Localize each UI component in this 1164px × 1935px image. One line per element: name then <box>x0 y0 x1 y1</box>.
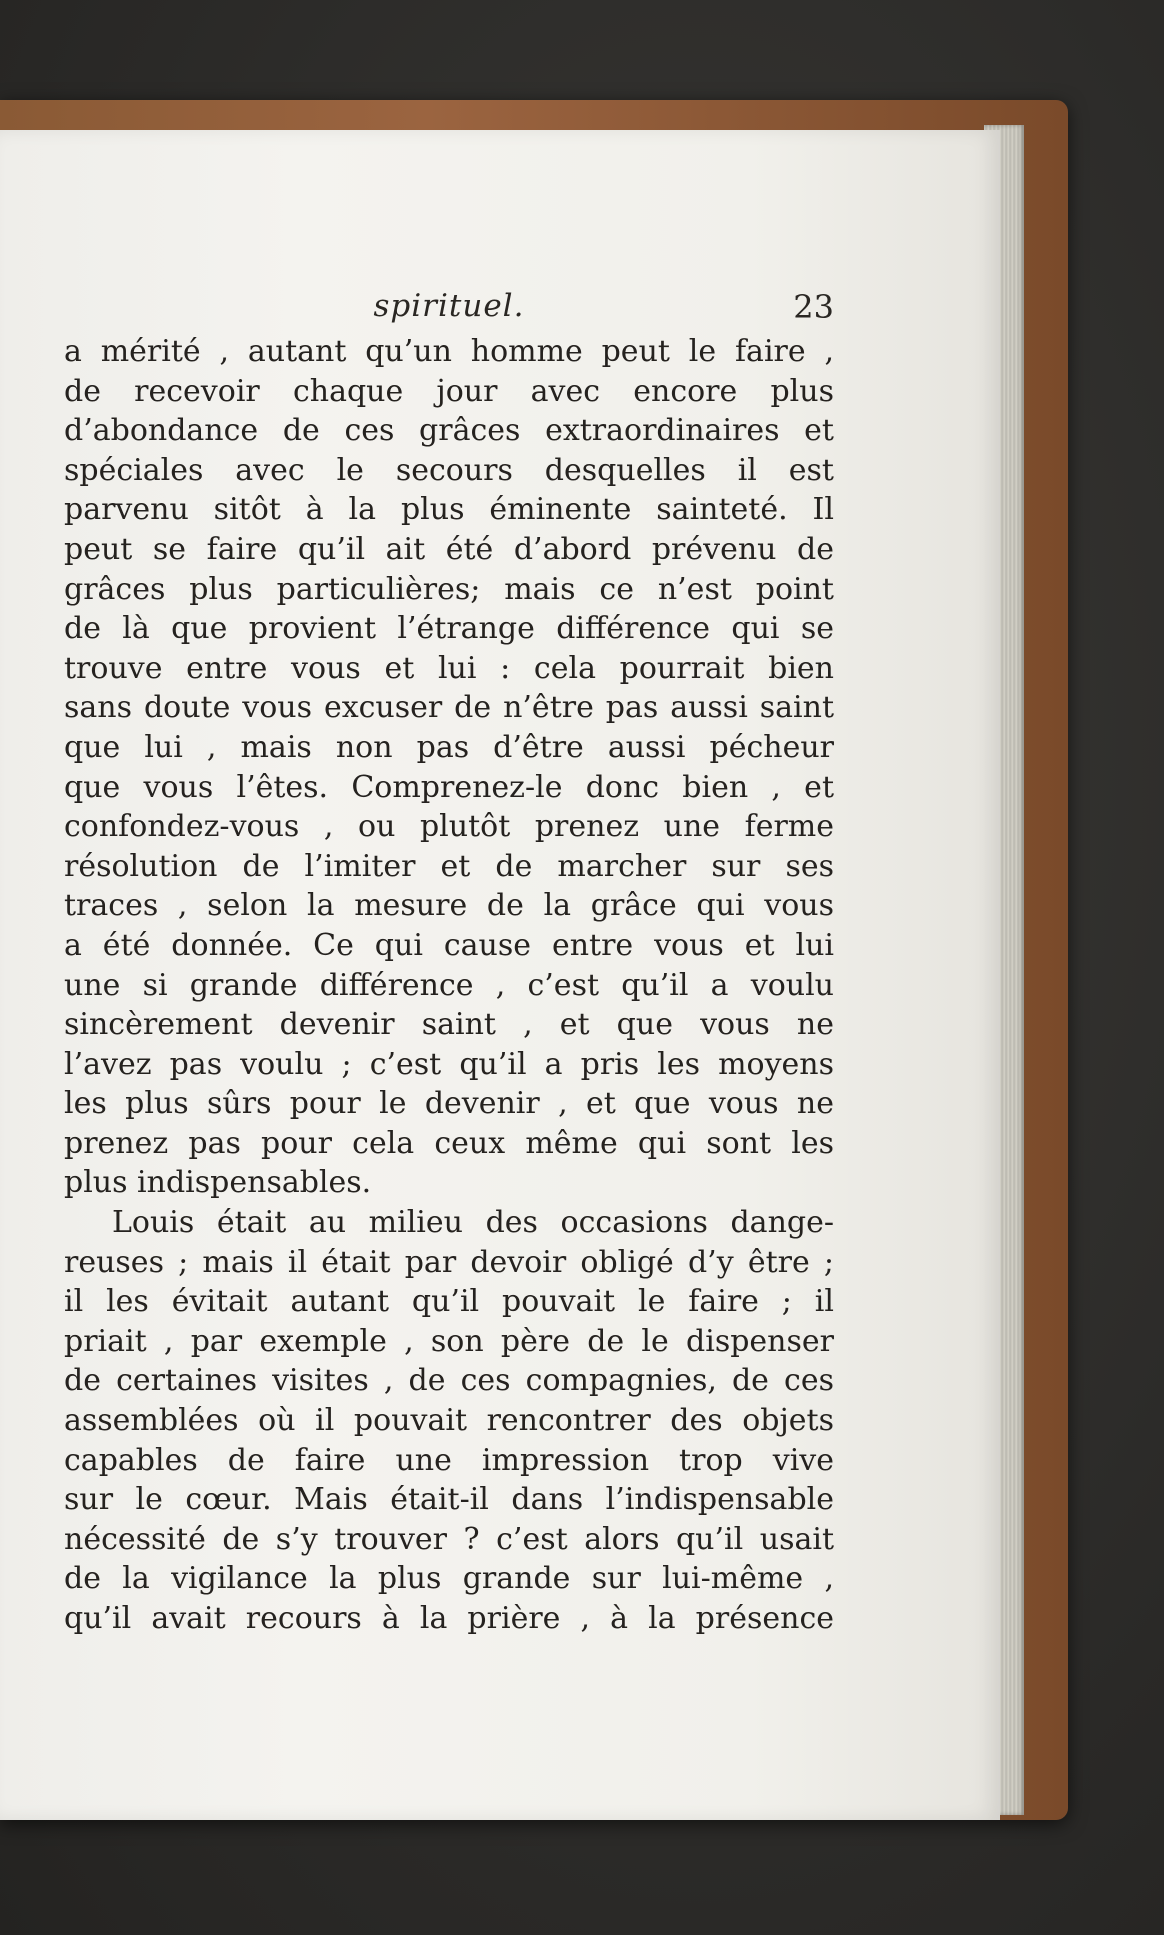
text-line: il les évitait autant qu’il pouvait le faire ; il <box>64 1284 834 1320</box>
text-line: prenez pas pour cela ceux même qui sont les <box>64 1125 834 1161</box>
text-line: spéciales avec le secours desquelles il est <box>64 452 834 488</box>
text-line: qu’il avait recours à la prière , à la présence <box>64 1601 834 1636</box>
text-line: confondez-vous , ou plutôt prenez une ferme <box>64 809 834 845</box>
text-line: capables de faire une impression trop vive <box>64 1442 834 1478</box>
text-line: nécessité de s’y trouver ? c’est alors qu’il usait <box>64 1521 834 1557</box>
text-line: priait , par exemple , son père de le dispenser <box>64 1323 834 1359</box>
text-line: assemblées où il pouvait rencontrer des objets <box>64 1403 834 1439</box>
text-line: l’avez pas voulu ; c’est qu’il a pris les moyens <box>64 1046 834 1082</box>
text-line: traces , selon la mesure de la grâce qui vous <box>64 888 834 924</box>
text-line: plus indispensables. <box>64 1165 372 1201</box>
text-line: d’abondance de ces grâces extraordinaires et <box>64 413 834 449</box>
body-text <box>64 332 834 1639</box>
text-line: que lui , mais non pas d’être aussi pécheur <box>64 729 834 765</box>
running-head <box>64 288 834 336</box>
text-line: sans doute vous excuser de n’être pas aussi saint <box>64 690 834 726</box>
text-line: de certaines visites , de ces compagnies, de ces <box>64 1363 834 1399</box>
text-line: grâces plus particulières; mais ce n’est point <box>64 571 834 607</box>
paragraph-2 <box>64 1203 834 1639</box>
text-line: que vous l’êtes. Comprenez-le donc bien , et <box>64 769 834 805</box>
text-line: une si grande différence , c’est qu’il a voulu <box>64 967 834 1003</box>
text-line: trouve entre vous et lui : cela pourrait bien <box>64 650 834 686</box>
text-line: les plus sûrs pour le devenir , et que vous ne <box>64 1086 834 1122</box>
page-number: 23 <box>793 288 834 326</box>
text-line: sur le cœur. Mais était-il dans l’indispensable <box>64 1482 834 1518</box>
text-line: sincèrement devenir saint , et que vous ne <box>64 1007 834 1043</box>
text-line: parvenu sitôt à la plus éminente sainteté. Il <box>64 492 834 528</box>
text-line: de recevoir chaque jour avec encore plus <box>64 373 834 409</box>
running-title: spirituel. <box>373 288 525 324</box>
text-line: résolution de l’imiter et de marcher sur ses <box>64 848 834 884</box>
text-line: de là que provient l’étrange différence qui se <box>64 611 834 647</box>
text-line: peut se faire qu’il ait été d’abord prévenu de <box>64 531 834 567</box>
text-line: reuses ; mais il était par devoir obligé d’y être ; <box>64 1244 834 1280</box>
text-line: a été donnée. Ce qui cause entre vous et lui <box>64 927 834 963</box>
paragraph-1 <box>64 332 834 1203</box>
text-line: Louis était au milieu des occasions dange- <box>112 1205 834 1241</box>
text-line: de la vigilance la plus grande sur lui-même , <box>64 1561 834 1597</box>
text-line: a mérité , autant qu’un homme peut le faire , <box>64 334 834 369</box>
